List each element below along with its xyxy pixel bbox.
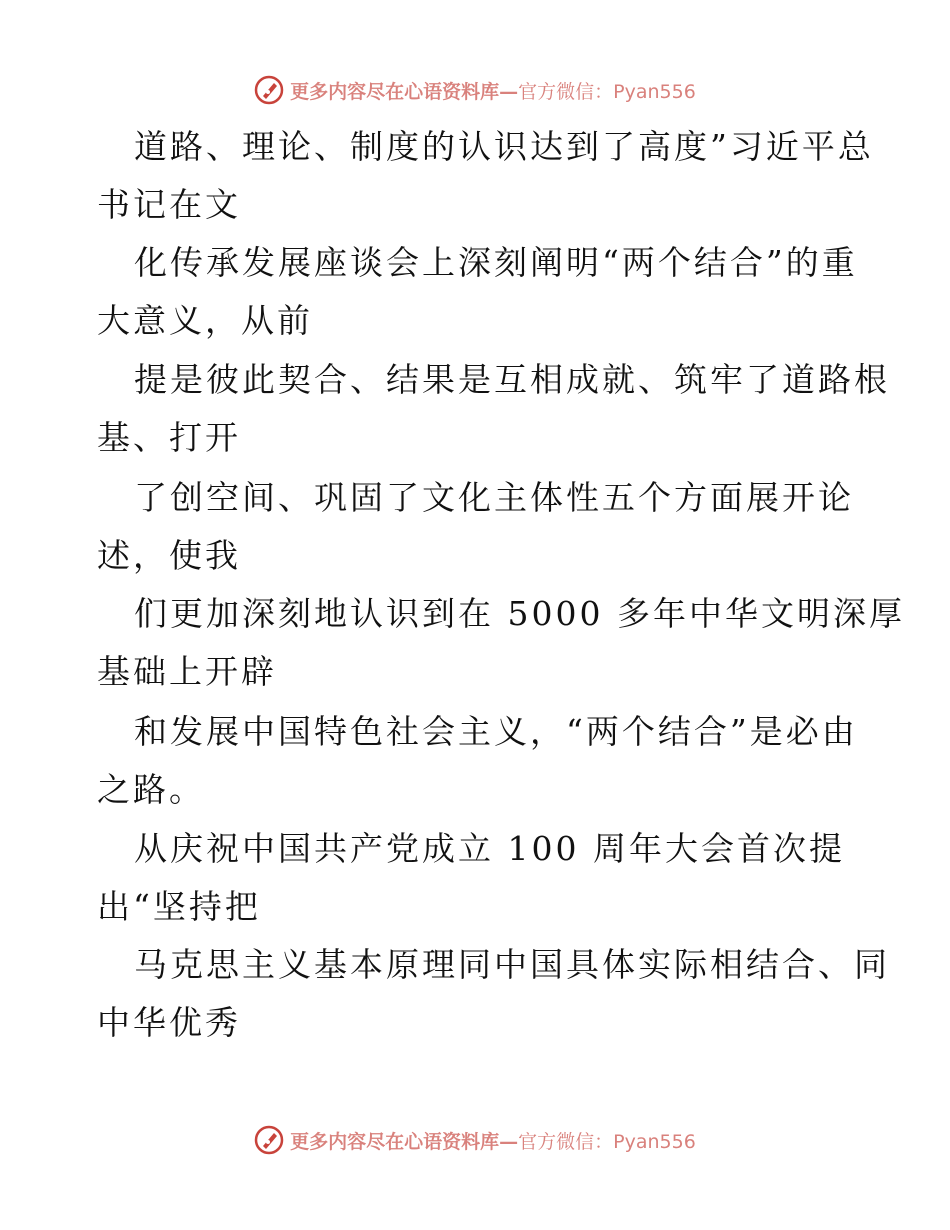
body-line: 述，使我 — [97, 536, 241, 575]
body-line: 书记在文 — [97, 185, 241, 224]
body-line: 基础上开辟 — [97, 652, 277, 691]
footer-banner — [0, 1120, 950, 1160]
header-wechat-text: 官方微信：Pyan556 — [518, 80, 696, 103]
body-line: 中华优秀 — [97, 1003, 241, 1042]
header-banner — [0, 70, 950, 110]
body-line: 提是彼此契合、结果是互相成就、筑牢了道路根 — [134, 360, 890, 399]
body-line: 们更加深刻地认识到在 5000 多年中华文明深厚 — [134, 594, 905, 633]
body-line: 化传承发展座谈会上深刻阐明“两个结合”的重 — [134, 243, 858, 282]
footer-wechat-text: 官方微信：Pyan556 — [518, 1130, 696, 1153]
body-line: 大意义，从前 — [97, 301, 313, 340]
header-brand-text: 更多内容尽在心语资料库— — [290, 80, 519, 103]
body-line: 和发展中国特色社会主义，“两个结合”是必由 — [134, 712, 858, 751]
body-line: 基、打开 — [97, 418, 241, 457]
body-line: 从庆祝中国共产党成立 100 周年大会首次提 — [134, 829, 845, 868]
body-line: 之路。 — [97, 770, 205, 809]
pen-nib-logo-icon — [254, 1125, 284, 1155]
body-line: 出“坚持把 — [97, 887, 261, 926]
pen-nib-logo-icon — [254, 75, 284, 105]
body-line: 了创空间、巩固了文化主体性五个方面展开论 — [134, 478, 854, 517]
body-line: 道路、理论、制度的认识达到了高度”习近平总 — [134, 127, 874, 166]
body-line: 马克思主义基本原理同中国具体实际相结合、同 — [134, 945, 890, 984]
footer-brand-text: 更多内容尽在心语资料库— — [290, 1130, 519, 1153]
